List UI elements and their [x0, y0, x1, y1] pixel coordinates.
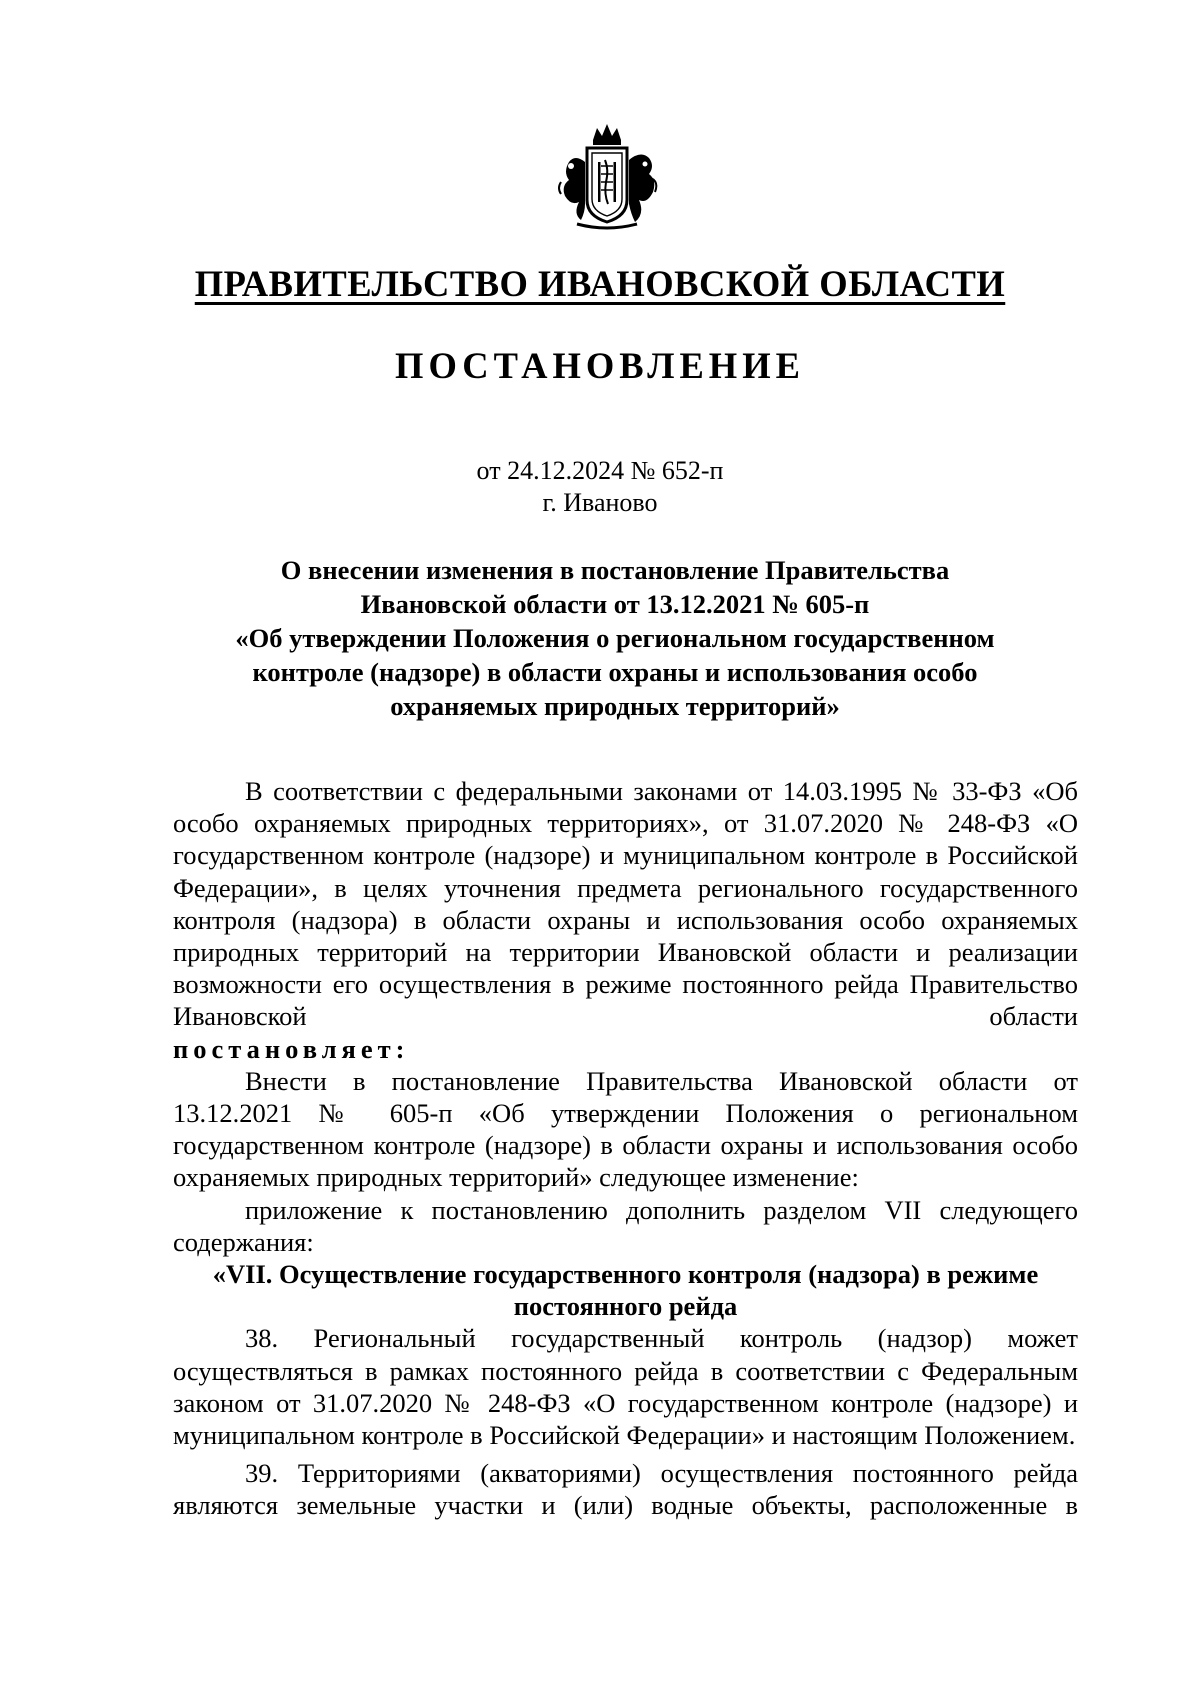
date-number-line: от 24.12.2024 № 652-п — [476, 456, 724, 485]
subject-line: контроле (надзоре) в области охраны и использования особо — [252, 657, 978, 687]
preamble-paragraph: В соответствии с федеральными законами от 14.03.1995 № 33-ФЗ «Об особо охраняемых природных территориях», от 31.07.2020 № 248-ФЗ «О государственном контроле (надзоре) и муниципальном контроле в Российской Федерации», в целях уточнения предмета регионального государственного контроля (надзора) в области охраны и использования особо охраняемых природных территорий на территории Ивановской области и реализации возможности его осуществления в режиме постоянного рейда Правительство Ивановской области — [173, 776, 1078, 1032]
subject-line: Ивановской области от 13.12.2021 № 605-п — [360, 589, 870, 619]
resolves-word: постановляет: — [173, 1033, 410, 1064]
section-heading: «VII. Осуществление государственного контроля (надзора) в режиме постоянного рейда — [212, 1259, 1039, 1322]
document-type-heading: ПОСТАНОВЛЕНИЕ — [395, 345, 805, 386]
subject-line: «Об утверждении Положения о региональном государственном — [235, 623, 995, 653]
item-38-paragraph: 38. Региональный государственный контроль (надзор) может осуществляться в рамках постоянного рейда в соответствии с Федеральным законом от 31.07.2020 № 248-ФЗ «О государственном контроле (надзоре) и муниципальном контроле в Российской Федерации» и настоящим Положением. — [173, 1323, 1078, 1451]
amendment-paragraph: Внести в постановление Правительства Ивановской области от 13.12.2021 № 605-п «Об утверждении Положения о региональном государственном контроле (надзоре) в области охраны и использования особо охраняемых природных территорий» следующее изменение: — [173, 1065, 1078, 1193]
item-39-paragraph: 39. Территориями (акваториями) осуществления постоянного рейда являются земельные участки и (или) водные объекты, расположенные в — [173, 1458, 1078, 1521]
document-body — [173, 775, 1078, 1522]
authority-name: ПРАВИТЕЛЬСТВО ИВАНОВСКОЙ ОБЛАСТИ — [194, 263, 1006, 304]
resolves-clause — [173, 1033, 1078, 1065]
city-line: г. Иваново — [542, 488, 658, 517]
supplement-paragraph: приложение к постановлению дополнить разделом VII следующего содержания: — [173, 1194, 1078, 1257]
subject-line: охраняемых природных территорий» — [390, 691, 840, 721]
authority-heading — [0, 262, 1200, 306]
ivanovo-coat-of-arms-icon — [555, 122, 659, 232]
subject-line: О внесении изменения в постановление Правительства — [280, 555, 950, 585]
document-subject — [175, 553, 1055, 723]
